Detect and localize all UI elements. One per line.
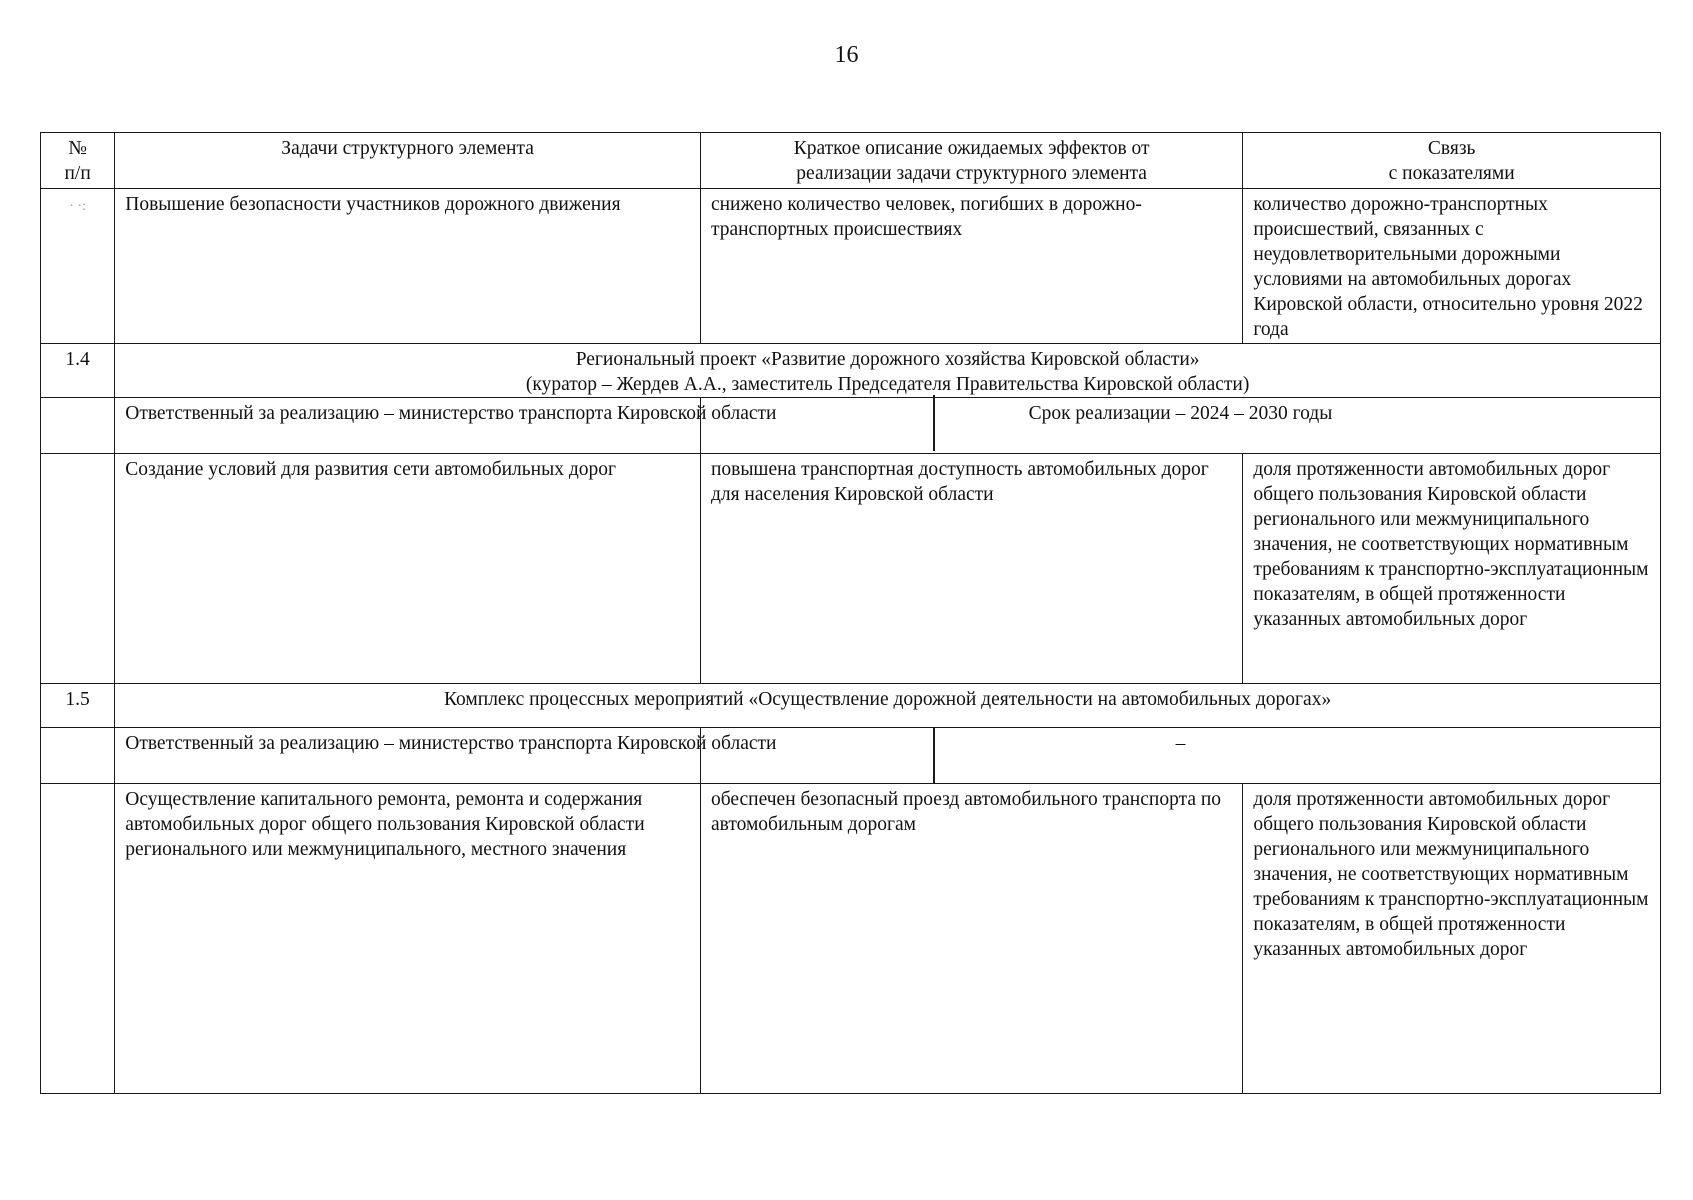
section-title-row: [41, 344, 1661, 398]
effect-cell: повышена транспортная доступность автомобильных дорог для населения Кировской области: [700, 454, 1242, 684]
section-title: Комплекс процессных мероприятий «Осуществление дорожной деятельности на автомобильных дорогах»: [115, 684, 1661, 728]
table-row: [41, 454, 1661, 684]
effect-cell: обеспечен безопасный проезд автомобильного транспорта по автомобильным дорогам: [700, 784, 1242, 1094]
split-divider: [933, 395, 935, 451]
header-indicators: Связь с показателями: [1243, 133, 1661, 189]
indicator-cell: доля протяженности автомобильных дорог общего пользования Кировской области регионального или межмуниципального значения, не соответствующих нормативным требованиям к транспортно-эксплуатационным показателям, в общей протяженности указанных автомобильных дорог: [1243, 784, 1661, 1094]
section-title: Региональный проект «Развитие дорожного хозяйства Кировской области» (куратор – Жердев А.А., заместитель Председателя Правительства Кировской области): [115, 344, 1661, 398]
page-number: 16: [834, 42, 859, 68]
section-title-row: [41, 684, 1661, 728]
header-num: № п/п: [41, 133, 115, 189]
empty-num-cell: [41, 398, 115, 454]
responsible-cell: Ответственный за реализацию – министерство транспорта Кировской области: [115, 728, 701, 784]
responsible-cell: Ответственный за реализацию – министерство транспорта Кировской области: [115, 398, 701, 454]
section-num: 1.5: [41, 684, 115, 728]
effect-cell: снижено количество человек, погибших в дорожно-транспортных происшествиях: [700, 189, 1242, 344]
section-num: 1.4: [41, 344, 115, 398]
split-divider: [933, 727, 935, 783]
table-header-row: [41, 133, 1661, 189]
responsible-row: [41, 398, 1661, 454]
indicator-cell: доля протяженности автомобильных дорог общего пользования Кировской области регионального или межмуниципального значения, не соответствующих нормативным требованиям к транспортно-эксплуатационным показателям, в общей протяженности указанных автомобильных дорог: [1243, 454, 1661, 684]
task-cell: Повышение безопасности участников дорожного движения: [115, 189, 701, 344]
structural-elements-table: [40, 132, 1661, 1094]
indicator-cell: количество дорожно-транспортных происшествий, связанных с неудовлетворительными дорожными условиями на автомобильных дорогах Кировской области, относительно уровня 2022 года: [1243, 189, 1661, 344]
empty-num-cell: [41, 454, 115, 684]
table-row: [41, 784, 1661, 1094]
period-cell: –: [700, 728, 1660, 784]
responsible-row: [41, 728, 1661, 784]
header-tasks: Задачи структурного элемента: [115, 133, 701, 189]
task-cell: Осуществление капитального ремонта, ремонта и содержания автомобильных дорог общего пользования Кировской области регионального или межмуниципального, местного значения: [115, 784, 701, 1094]
row-num: · ·:: [41, 189, 115, 344]
empty-num-cell: [41, 784, 115, 1094]
table-row: [41, 189, 1661, 344]
header-effects: Краткое описание ожидаемых эффектов от реализации задачи структурного элемента: [700, 133, 1242, 189]
period-cell: Срок реализации – 2024 – 2030 годы: [700, 398, 1660, 454]
task-cell: Создание условий для развития сети автомобильных дорог: [115, 454, 701, 684]
empty-num-cell: [41, 728, 115, 784]
